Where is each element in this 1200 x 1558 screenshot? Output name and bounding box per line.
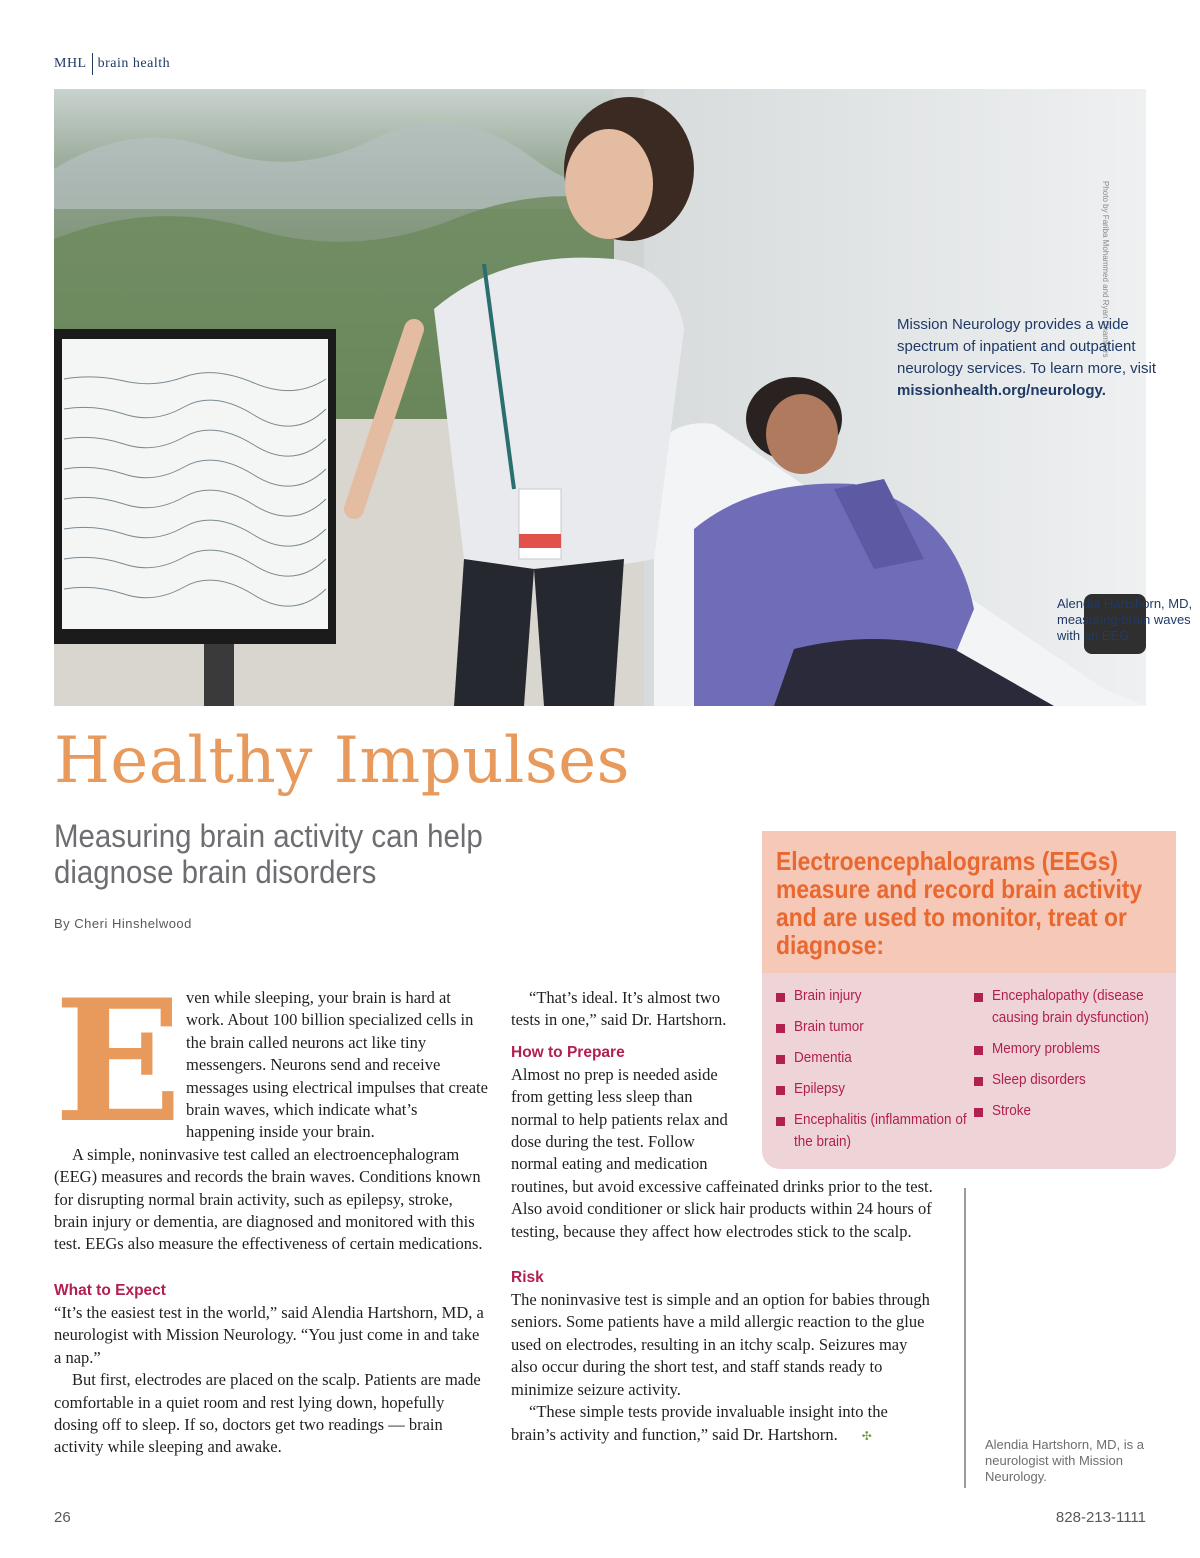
prepare-paragraph-2: routines, but avoid excessive caffeinated drinks prior to the test. Also avoid conditioner or slick hair products within 24 hours of testing, because they affect how electrodes stick to the scalp.	[511, 1176, 933, 1241]
list-item: Encephalopathy (disease causing brain dysfunction)	[974, 985, 1174, 1029]
header-mhl: MHL	[54, 56, 87, 71]
side-caption: Alendia Hartshorn, MD, is a neurologist with Mission Neurology.	[985, 1437, 1144, 1484]
header-section: brain health	[97, 56, 171, 71]
sidebar-heading: Electroencephalograms (EEGs) measure and record brain activity and are used to monitor, treat or diagnose:	[776, 846, 1143, 960]
expect-paragraph-2: But first, electrodes are placed on the scalp. Patients are made comfortable in a quiet room and rest lying down, hopefully dosing off to sleep. If so, doctors get two readings — brain activity while sleeping and awake.	[54, 1370, 481, 1457]
photo-credit: Photo by Fariba Mohammed and Ryan Chambers	[1101, 181, 1110, 358]
prepare-paragraph-1: Almost no prep is needed aside from getting less sleep than normal to help patients relax and dose during the test. Follow normal eating and medication	[511, 1064, 728, 1174]
byline: By Cheri Hinshelwood	[54, 916, 192, 931]
article-subtitle: Measuring brain activity can help diagnose brain disorders	[54, 818, 483, 890]
risk-paragraph-2: “These simple tests provide invaluable insight into the brain’s activity and function,” said Dr. Hartshorn. ✣	[511, 1401, 935, 1447]
caption-divider	[964, 1188, 966, 1488]
overlay-url-link[interactable]: missionhealth.org/neurology.	[897, 382, 1106, 399]
list-item: Brain injury	[776, 985, 970, 1007]
section-heading-prepare: How to Prepare	[511, 1043, 625, 1061]
list-item: Sleep disorders	[974, 1069, 1174, 1091]
section-heading-risk: Risk	[511, 1269, 544, 1287]
list-item: Memory problems	[974, 1038, 1174, 1060]
photo-overlay-text	[897, 314, 1187, 402]
list-item: Stroke	[974, 1100, 1174, 1122]
list-item: Epilepsy	[776, 1078, 970, 1100]
header-divider	[92, 53, 93, 75]
list-item: Brain tumor	[776, 1016, 970, 1038]
article-column-1	[54, 962, 488, 1459]
sidebar-header	[762, 831, 1176, 973]
expect-paragraph-1: “It’s the easiest test in the world,” said Alendia Hartshorn, MD, a neurologist with Mission Neurology. “You just come in and take a nap.”	[54, 1302, 484, 1367]
photo-caption: Alendia Hartshorn, MD, measuring brain waves with an EEG	[1057, 596, 1193, 643]
page-number: 26	[54, 1509, 71, 1526]
footer-phone: 828-213-1111	[1055, 1509, 1146, 1526]
hero-photo	[54, 89, 1193, 706]
intro-paragraph-1: ven while sleeping, your brain is hard at work. About 100 billion specialized cells in the brain called neurons act like tiny messengers. Neurons send and receive messages using electrical impulses that create brain waves, which indicate what’s happening inside your brain.	[186, 988, 488, 1142]
list-item: Dementia	[776, 1047, 970, 1069]
section-heading-expect: What to Expect	[54, 1281, 166, 1299]
page-header	[54, 53, 170, 75]
quote-paragraph: “That’s ideal. It’s almost two tests in one,” said Dr. Hartshorn.	[511, 988, 727, 1030]
sidebar-list-col2	[974, 985, 1174, 1131]
article-column-2	[511, 987, 935, 1447]
risk-paragraph-1: The noninvasive test is simple and an option for babies through seniors. Some patients have a mild allergic reaction to the glue used on electrodes, resulting in an itchy scalp. Seizures may also occur during the short test, and staff stands ready to minimize seizure activity.	[511, 1290, 930, 1399]
list-item: Encephalitis (inflammation of the brain)	[776, 1109, 970, 1153]
article-title: Healthy Impulses	[54, 724, 630, 798]
intro-paragraph-2: A simple, noninvasive test called an electroencephalogram (EEG) measures and records the brain waves. Conditions known for disrupting normal brain activity, such as epilepsy, stroke, brain injury or dementia, are diagnosed and monitored with this test. EEGs also measure the effectiveness of certain medications.	[54, 1144, 483, 1254]
end-mark-icon: ✣	[861, 1428, 872, 1443]
drop-cap: E	[54, 962, 183, 1160]
overlay-body: Mission Neurology provides a wide spectrum of inpatient and outpatient neurology services. To learn more, visit	[897, 316, 1156, 377]
